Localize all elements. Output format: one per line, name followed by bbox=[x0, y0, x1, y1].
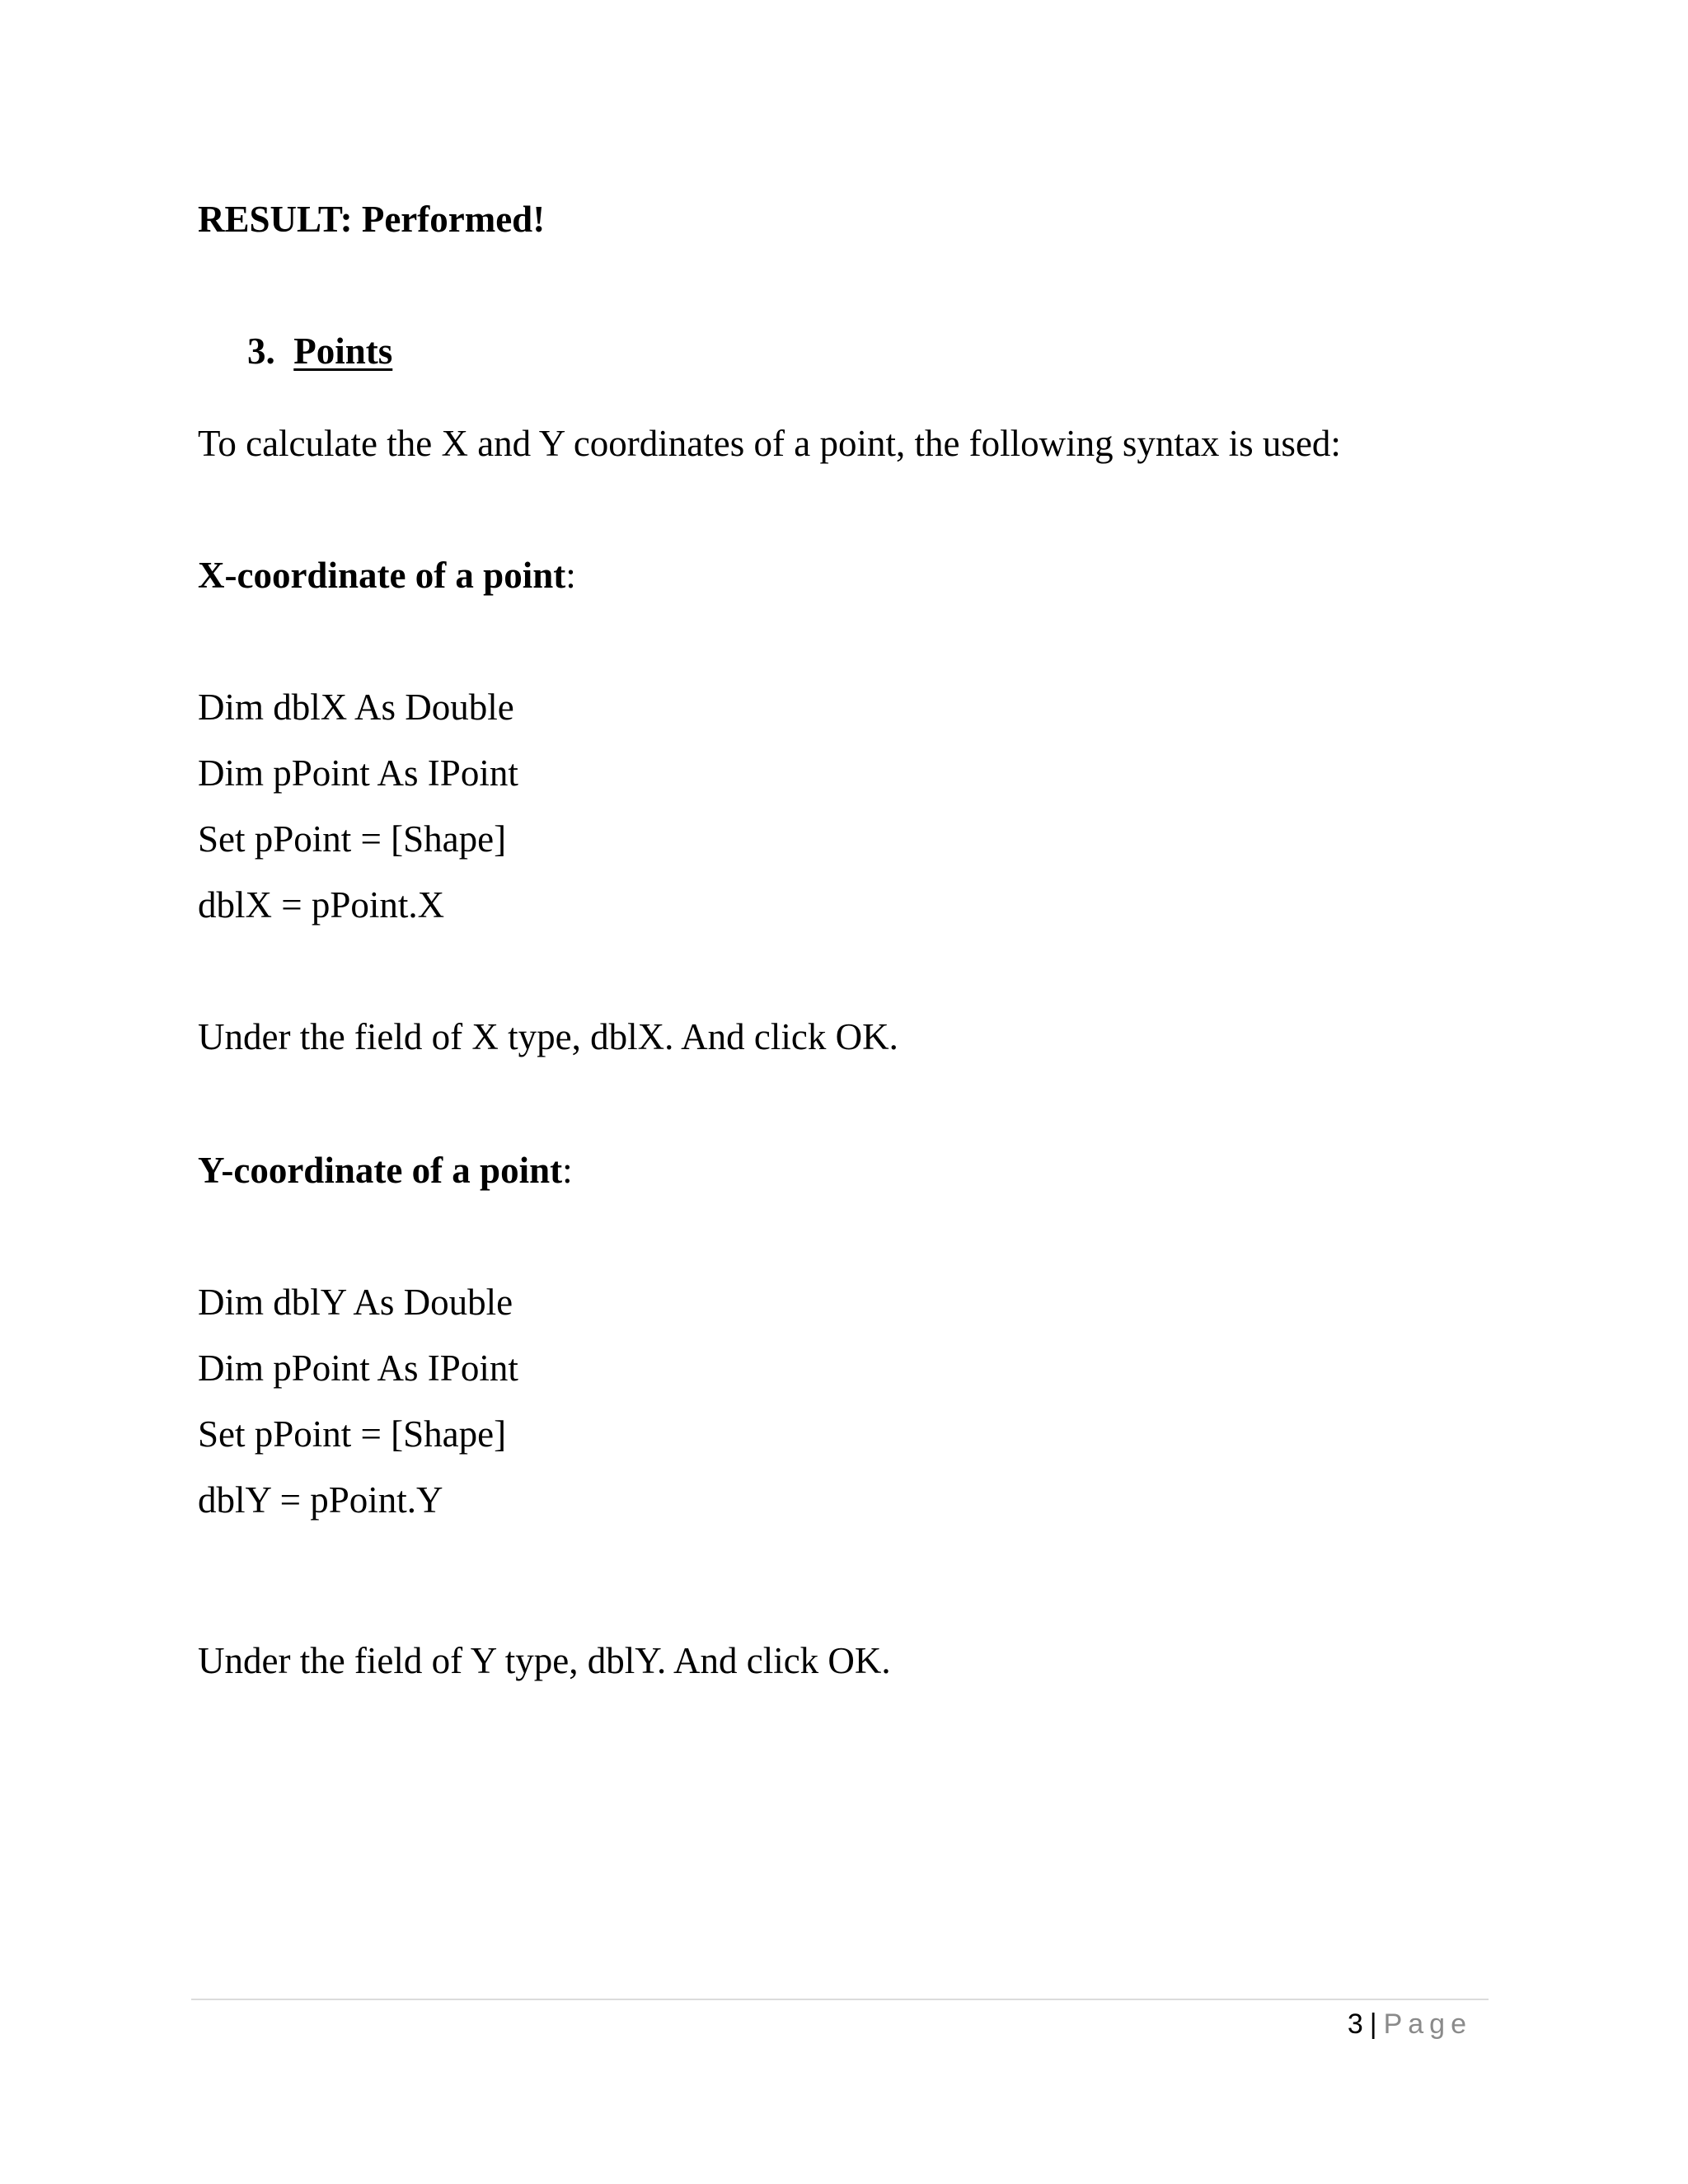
x-code-line-3: Set pPoint = [Shape] bbox=[198, 818, 507, 860]
y-heading-colon: : bbox=[562, 1150, 573, 1191]
footer-separator: | bbox=[1369, 2008, 1377, 2040]
y-code-line-4: dblY = pPoint.Y bbox=[198, 1479, 443, 1521]
section-title: Points bbox=[293, 330, 393, 372]
x-code-line-2: Dim pPoint As IPoint bbox=[198, 752, 518, 794]
y-heading bbox=[198, 1147, 573, 1193]
intro-paragraph: To calculate the X and Y coordinates of a point, the following syntax is used: bbox=[198, 423, 1341, 464]
x-instruction: Under the field of X type, dblX. And click OK. bbox=[198, 1016, 898, 1057]
section-heading bbox=[247, 328, 392, 374]
y-heading-text: Y-coordinate of a point bbox=[198, 1150, 563, 1191]
y-code-line-1: Dim dblY As Double bbox=[198, 1282, 513, 1323]
page-footer bbox=[1348, 2003, 1472, 2046]
x-heading-colon: : bbox=[565, 555, 576, 596]
x-code-line-1: Dim dblX As Double bbox=[198, 687, 514, 728]
x-code-line-4: dblX = pPoint.X bbox=[198, 884, 445, 926]
x-heading bbox=[198, 552, 576, 598]
footer-divider bbox=[191, 1999, 1489, 2000]
y-code-line-2: Dim pPoint As IPoint bbox=[198, 1347, 518, 1389]
x-heading-text: X-coordinate of a point bbox=[198, 555, 566, 596]
y-code-line-3: Set pPoint = [Shape] bbox=[198, 1413, 507, 1455]
section-number: 3. bbox=[247, 330, 275, 372]
page-label: Page bbox=[1383, 2008, 1472, 2040]
y-instruction: Under the field of Y type, dblY. And click OK. bbox=[198, 1640, 891, 1681]
result-line: RESULT: Performed! bbox=[198, 199, 546, 240]
page-number: 3 bbox=[1347, 2008, 1363, 2040]
